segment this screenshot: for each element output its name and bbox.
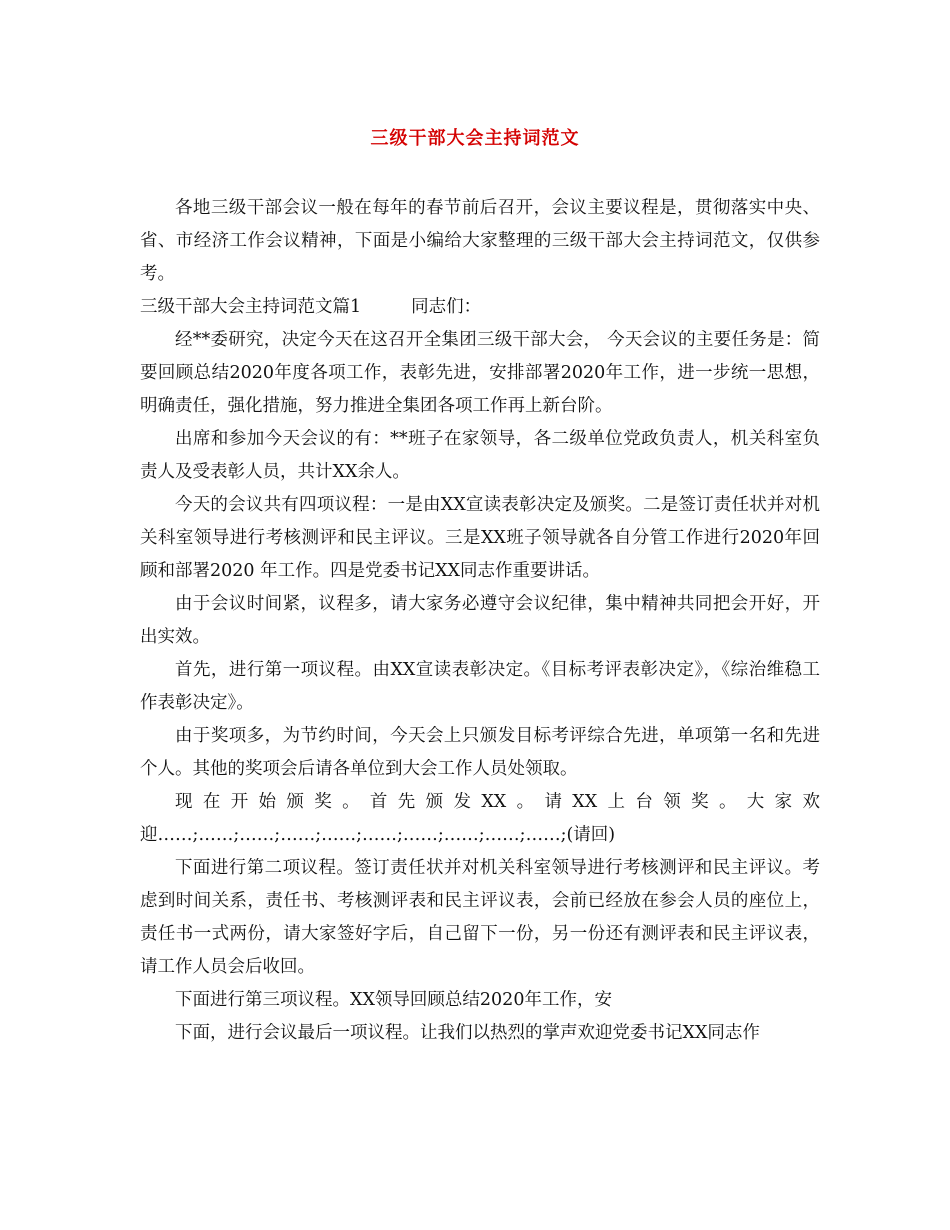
document-title: 三级干部大会主持词范文: [370, 128, 580, 149]
greeting: 同志们：: [411, 297, 482, 317]
section-heading: 三级干部大会主持词范文篇1: [140, 297, 362, 317]
paragraph: 今天的会议共有四项议程：一是由XX宣读表彰决定及颁奖。二是签订责任状并对机关科室领导进行考核测评和民主评议。三是XX班子领导就各自分管工作进行2020年回顾和部署2020 年工作。四是党委书记XX同志作重要讲话。: [140, 495, 820, 581]
paragraph: 经**委研究，决定今天在这召开全集团三级干部大会， 今天会议的主要任务是：简要回顾总结2020年度各项工作，表彰先进，安排部署2020年工作，进一步统一思想，明确责任，强化措施，努力推进全集团各项工作再上新台阶。: [140, 330, 820, 416]
intro-paragraph: 各地三级干部会议一般在每年的春节前后召开，会议主要议程是，贯彻落实中央、省、市经济工作会议精神，下面是小编给大家整理的三级干部大会主持词范文，仅供参考。: [140, 198, 820, 284]
paragraph: 由于会议时间紧，议程多，请大家务必遵守会议纪律，集中精神共同把会开好，开出实效。: [140, 594, 820, 647]
paragraph: 下面，进行会议最后一项议程。让我们以热烈的掌声欢迎党委书记XX同志作: [175, 1023, 760, 1043]
paragraph: 下面进行第三项议程。XX领导回顾总结2020年工作，安: [175, 990, 612, 1010]
paragraph: 首先，进行第一项议程。由XX宣读表彰决定。《目标考评表彰决定》，《综治维稳工作表彰决定》。: [140, 660, 820, 713]
paragraph: 由于奖项多，为节约时间，今天会上只颁发目标考评综合先进，单项第一名和先进个人。其他的奖项会后请各单位到大会工作人员处领取。: [140, 726, 820, 779]
paragraph: 下面进行第二项议程。签订责任状并对机关科室领导进行考核测评和民主评议。考虑到时间关系，责任书、考核测评表和民主评议表，会前已经放在参会人员的座位上，责任书一式两份，请大家签好字后，自己留下一份，另一份还有测评表和民主评议表，请工作人员会后收回。: [140, 858, 820, 977]
document-body: [140, 192, 820, 1050]
paragraph: 现在开始颁奖。首先颁发XX。请XX上台领奖。大家欢迎……;……;……;……;……;……;……;……;……;……;(请回): [140, 792, 820, 845]
paragraph: 出席和参加今天会议的有：**班子在家领导，各二级单位党政负责人，机关科室负责人及受表彰人员，共计XX余人。: [140, 429, 820, 482]
section-heading-line: [140, 291, 820, 324]
